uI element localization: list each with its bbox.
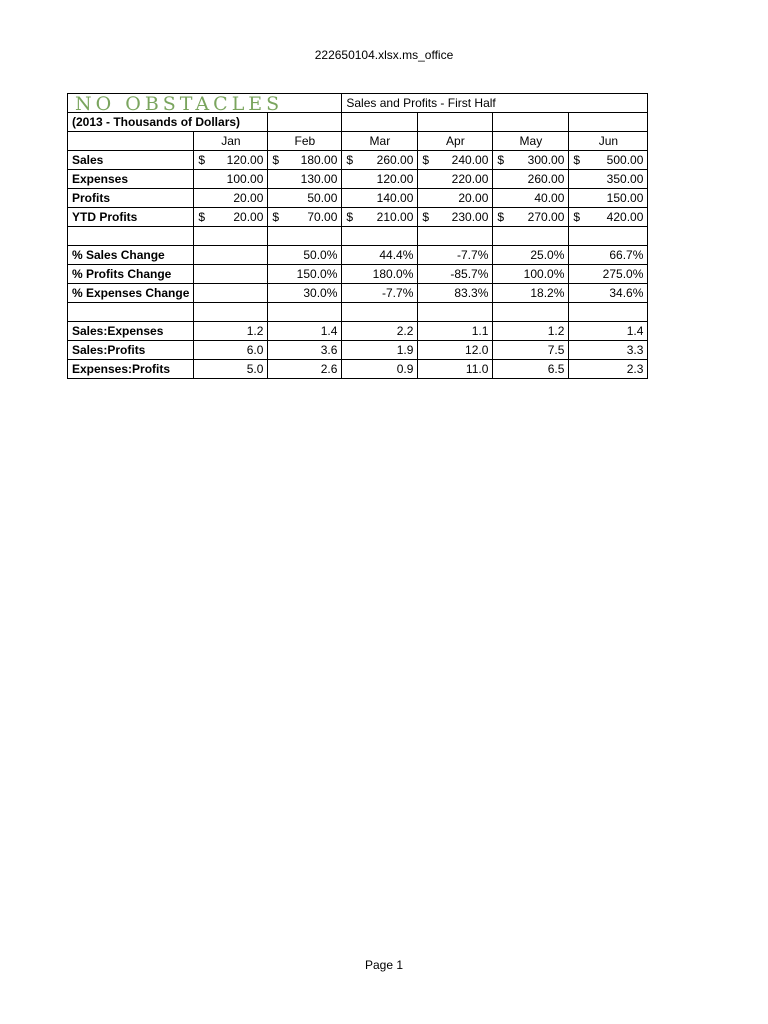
column-header: Jan <box>194 132 268 151</box>
data-cell <box>268 208 342 227</box>
cell-value: 270.00 <box>527 209 565 224</box>
cell-value: 230.00 <box>451 209 489 224</box>
data-cell: -85.7% <box>418 265 493 284</box>
blank-row <box>68 227 648 246</box>
data-cell <box>194 246 268 265</box>
column-header: Mar <box>342 132 418 151</box>
column-header: Feb <box>268 132 342 151</box>
empty-cell <box>569 227 648 246</box>
data-cell: 100.00 <box>194 170 268 189</box>
row-label: Sales <box>68 151 194 170</box>
data-cell <box>194 265 268 284</box>
empty-cell <box>194 227 268 246</box>
row-label: Expenses:Profits <box>68 360 194 379</box>
data-cell: 130.00 <box>268 170 342 189</box>
empty-cell <box>68 303 194 322</box>
data-cell: 25.0% <box>493 246 569 265</box>
currency-symbol: $ <box>497 209 505 224</box>
data-cell: 150.0% <box>268 265 342 284</box>
data-cell: 40.00 <box>493 189 569 208</box>
data-cell <box>342 208 418 227</box>
empty-cell <box>268 227 342 246</box>
logo-cell <box>68 94 342 113</box>
empty-cell <box>68 227 194 246</box>
table-row <box>68 284 648 303</box>
data-cell: 6.0 <box>194 341 268 360</box>
cell-value: 120.00 <box>226 152 264 167</box>
row-label: % Sales Change <box>68 246 194 265</box>
currency-symbol: $ <box>272 209 280 224</box>
data-cell: 20.00 <box>418 189 493 208</box>
cell-value: 180.00 <box>300 152 338 167</box>
data-cell: 50.00 <box>268 189 342 208</box>
currency-symbol: $ <box>272 152 280 167</box>
data-cell: 0.9 <box>342 360 418 379</box>
data-cell: 1.4 <box>268 322 342 341</box>
data-cell: -7.7% <box>418 246 493 265</box>
empty-cell <box>342 303 418 322</box>
logo-text: NO OBSTACLES <box>75 93 284 113</box>
empty-cell <box>418 303 493 322</box>
table-row <box>68 265 648 284</box>
data-cell <box>569 151 648 170</box>
cell-value: 500.00 <box>606 152 644 167</box>
data-cell: 1.4 <box>569 322 648 341</box>
table-row <box>68 189 648 208</box>
row-label: % Expenses Change <box>68 284 194 303</box>
data-cell <box>194 284 268 303</box>
table-row <box>68 341 648 360</box>
row-label: Sales:Expenses <box>68 322 194 341</box>
sheet-subtitle: (2013 - Thousands of Dollars) <box>68 113 268 132</box>
data-cell: 3.3 <box>569 341 648 360</box>
cell-value: 260.00 <box>376 152 414 167</box>
table-row <box>68 246 648 265</box>
empty-cell <box>342 227 418 246</box>
empty-cell <box>493 303 569 322</box>
column-header-row <box>68 132 648 151</box>
currency-symbol: $ <box>497 152 505 167</box>
empty-cell <box>418 227 493 246</box>
data-cell: 150.00 <box>569 189 648 208</box>
table-row <box>68 360 648 379</box>
currency-symbol: $ <box>573 209 581 224</box>
spreadsheet-table <box>67 93 648 379</box>
data-cell: 44.4% <box>342 246 418 265</box>
row-label: YTD Profits <box>68 208 194 227</box>
data-cell: 350.00 <box>569 170 648 189</box>
sheet-title: Sales and Profits - First Half <box>342 94 648 113</box>
data-cell: 20.00 <box>194 189 268 208</box>
data-cell <box>493 208 569 227</box>
currency-symbol: $ <box>422 209 430 224</box>
data-cell <box>194 208 268 227</box>
data-cell: 120.00 <box>342 170 418 189</box>
header-blank-cell <box>68 132 194 151</box>
cell-value: 300.00 <box>527 152 565 167</box>
currency-symbol: $ <box>346 209 354 224</box>
data-cell: 260.00 <box>493 170 569 189</box>
data-cell <box>268 151 342 170</box>
data-cell: 18.2% <box>493 284 569 303</box>
row-label: Sales:Profits <box>68 341 194 360</box>
currency-symbol: $ <box>422 152 430 167</box>
data-cell: 66.7% <box>569 246 648 265</box>
row-label: Profits <box>68 189 194 208</box>
data-cell: 140.00 <box>342 189 418 208</box>
empty-cell <box>268 303 342 322</box>
table-row <box>68 151 648 170</box>
data-cell <box>418 208 493 227</box>
data-cell: 7.5 <box>493 341 569 360</box>
data-cell: 3.6 <box>268 341 342 360</box>
data-cell <box>418 151 493 170</box>
data-cell <box>569 208 648 227</box>
table-row <box>68 208 648 227</box>
data-cell: 1.2 <box>493 322 569 341</box>
data-cell: 2.3 <box>569 360 648 379</box>
data-cell: 1.2 <box>194 322 268 341</box>
currency-symbol: $ <box>573 152 581 167</box>
cell-value: 210.00 <box>376 209 414 224</box>
cell-value: 240.00 <box>451 152 489 167</box>
empty-cell <box>569 303 648 322</box>
data-cell: 2.6 <box>268 360 342 379</box>
column-header: Apr <box>418 132 493 151</box>
subtitle-row <box>68 113 648 132</box>
cell-value: 70.00 <box>307 209 338 224</box>
currency-symbol: $ <box>198 152 206 167</box>
title-row <box>68 94 648 113</box>
data-cell: 100.0% <box>493 265 569 284</box>
data-cell: 5.0 <box>194 360 268 379</box>
row-label: Expenses <box>68 170 194 189</box>
data-cell: 34.6% <box>569 284 648 303</box>
data-cell: 30.0% <box>268 284 342 303</box>
data-cell: 50.0% <box>268 246 342 265</box>
currency-symbol: $ <box>198 209 206 224</box>
data-cell <box>342 151 418 170</box>
data-cell: 2.2 <box>342 322 418 341</box>
table-row <box>68 170 648 189</box>
data-cell <box>493 151 569 170</box>
data-cell <box>194 151 268 170</box>
column-header: Jun <box>569 132 648 151</box>
table-row <box>68 322 648 341</box>
data-cell: 6.5 <box>493 360 569 379</box>
data-cell: 11.0 <box>418 360 493 379</box>
cell-value: 420.00 <box>606 209 644 224</box>
currency-symbol: $ <box>346 152 354 167</box>
document-header: 222650104.xlsx.ms_office <box>314 48 454 62</box>
empty-cell <box>493 227 569 246</box>
data-cell: 12.0 <box>418 341 493 360</box>
page-footer: Page 1 <box>364 958 404 972</box>
data-cell: 1.1 <box>418 322 493 341</box>
empty-cell <box>194 303 268 322</box>
data-cell: 83.3% <box>418 284 493 303</box>
data-cell: 180.0% <box>342 265 418 284</box>
data-cell: 1.9 <box>342 341 418 360</box>
data-cell: 220.00 <box>418 170 493 189</box>
data-cell: -7.7% <box>342 284 418 303</box>
data-cell: 275.0% <box>569 265 648 284</box>
row-label: % Profits Change <box>68 265 194 284</box>
cell-value: 20.00 <box>233 209 264 224</box>
column-header: May <box>493 132 569 151</box>
blank-row <box>68 303 648 322</box>
